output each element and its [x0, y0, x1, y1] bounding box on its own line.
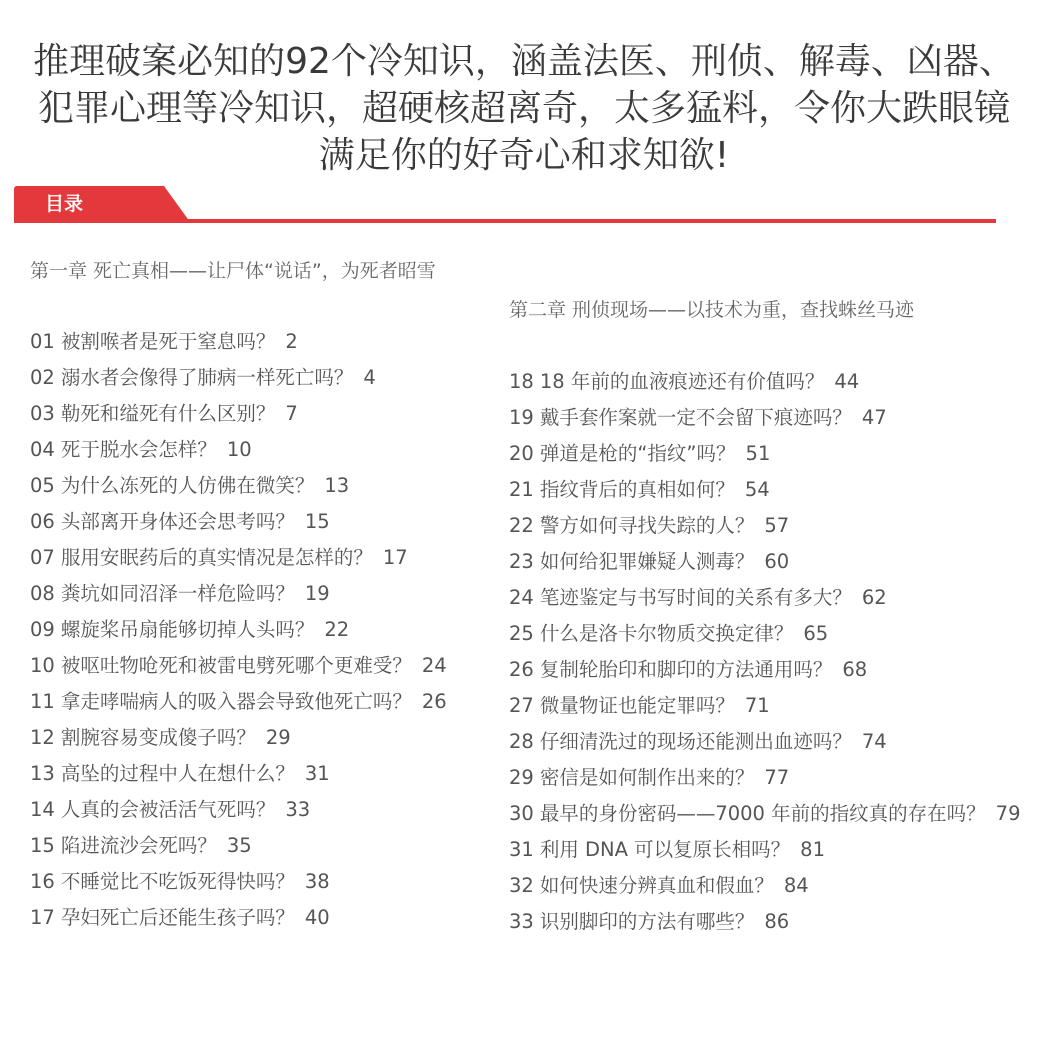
toc-item[interactable]	[30, 360, 447, 396]
toc-item-page: 74	[861, 730, 887, 753]
toc-item[interactable]	[30, 648, 447, 684]
toc-item-page: 51	[745, 442, 771, 465]
toc-item[interactable]	[30, 576, 447, 612]
toc-item-page: 65	[803, 622, 829, 645]
chapter-2-title: 第二章 刑侦现场——以技术为重，查找蛛丝马迹	[509, 299, 915, 321]
toc-item-number: 19	[509, 406, 534, 429]
toc-item-number: 17	[30, 906, 55, 929]
toc-item-page: 40	[304, 906, 330, 929]
toc-item-title: 戴手套作案就一定不会留下痕迹吗？	[539, 406, 852, 429]
toc-item-title: 高坠的过程中人在想什么？	[60, 762, 295, 785]
toc-item-number: 12	[30, 726, 55, 749]
toc-item[interactable]	[30, 432, 447, 468]
toc-item-title: 最早的身份密码——7000 年前的指纹真的存在吗？	[539, 802, 986, 825]
toc-item-number: 25	[509, 622, 534, 645]
toc-item[interactable]	[509, 472, 1020, 508]
toc-item[interactable]	[509, 508, 1020, 544]
toc-item-title: 孕妇死亡后还能生孩子吗？	[60, 906, 295, 929]
toc-item-title: 如何快速分辨真血和假血？	[539, 874, 774, 897]
toc-item-page: 84	[783, 874, 809, 897]
toc-item-page: 44	[834, 370, 860, 393]
toc-item-number: 16	[30, 870, 55, 893]
toc-item[interactable]	[30, 468, 447, 504]
toc-item-number: 20	[509, 442, 534, 465]
toc-item-page: 60	[764, 550, 790, 573]
toc-item-title: 溺水者会像得了肺病一样死亡吗？	[60, 366, 354, 389]
toc-item-number: 18	[509, 370, 534, 393]
toc-item-page: 54	[744, 478, 770, 501]
toc-item-page: 79	[995, 802, 1021, 825]
toc-item-number: 27	[509, 694, 534, 717]
toc-item-title: 粪坑如同沼泽一样危险吗？	[60, 582, 295, 605]
toc-item-number: 10	[30, 654, 55, 677]
toc-item[interactable]	[509, 904, 1020, 940]
toc-item-page: 4	[363, 366, 376, 389]
toc-item-number: 09	[30, 618, 55, 641]
toc-item-page: 81	[800, 838, 825, 861]
toc-item-number: 32	[509, 874, 534, 897]
chapter-1-list	[30, 324, 447, 936]
toc-item[interactable]	[30, 684, 447, 720]
headline-line-1: 推理破案必知的92个冷知识，涵盖法医、刑侦、解毒、凶器、	[33, 41, 1015, 82]
toc-item-number: 28	[509, 730, 534, 753]
toc-item-title: 如何给犯罪嫌疑人测毒？	[539, 550, 755, 573]
toc-item-title: 拿走哮喘病人的吸入器会导致他死亡吗？	[60, 690, 412, 713]
toc-item-page: 15	[304, 510, 330, 533]
toc-item-title: 螺旋桨吊扇能够切掉人头吗？	[60, 618, 315, 641]
toc-item-number: 05	[30, 474, 55, 497]
toc-item[interactable]	[509, 436, 1020, 472]
toc-label: 目录	[45, 193, 84, 215]
toc-item[interactable]	[509, 400, 1020, 436]
toc-item-title: 割腕容易变成傻子吗？	[60, 726, 256, 749]
toc-item[interactable]	[30, 756, 447, 792]
toc-item[interactable]	[509, 796, 1020, 832]
toc-item-number: 23	[509, 550, 534, 573]
toc-item-number: 02	[30, 366, 55, 389]
toc-item[interactable]	[30, 828, 447, 864]
toc-item-number: 31	[509, 838, 534, 861]
toc-item-number: 33	[509, 910, 534, 933]
toc-item-title: 微量物证也能定罪吗？	[539, 694, 735, 717]
toc-item-title: 利用 DNA 可以复原长相吗？	[539, 838, 791, 861]
toc-item[interactable]	[30, 504, 447, 540]
toc-item-number: 13	[30, 762, 55, 785]
toc-item-title: 警方如何寻找失踪的人？	[539, 514, 755, 537]
toc-item-title: 死于脱水会怎样？	[60, 438, 217, 461]
toc-item-page: 13	[324, 474, 350, 497]
toc-item-page: 33	[285, 798, 311, 821]
toc-item-page: 10	[226, 438, 252, 461]
toc-item-title: 18 年前的血液痕迹还有价值吗？	[539, 370, 825, 393]
page-headline	[0, 38, 1048, 179]
toc-item[interactable]	[509, 724, 1020, 760]
toc-item[interactable]	[509, 688, 1020, 724]
toc-item-title: 弹道是枪的“指纹”吗？	[539, 442, 736, 465]
toc-item-number: 01	[30, 330, 55, 353]
toc-item-title: 笔迹鉴定与书写时间的关系有多大？	[539, 586, 852, 609]
toc-item-title: 什么是洛卡尔物质交换定律？	[539, 622, 794, 645]
toc-item[interactable]	[30, 396, 447, 432]
toc-item-title: 不睡觉比不吃饭死得快吗？	[60, 870, 295, 893]
toc-item-title: 被割喉者是死于窒息吗？	[60, 330, 276, 353]
chapter-1-title: 第一章 死亡真相——让尸体“说话”，为死者昭雪	[30, 260, 436, 282]
toc-item-page: 71	[744, 694, 770, 717]
toc-item-page: 24	[421, 654, 447, 677]
toc-item[interactable]	[30, 864, 447, 900]
toc-item-title: 被呕吐物呛死和被雷电劈死哪个更难受？	[60, 654, 412, 677]
toc-item[interactable]	[30, 720, 447, 756]
toc-item-page: 38	[304, 870, 330, 893]
toc-item-title: 密信是如何制作出来的？	[539, 766, 755, 789]
toc-item-page: 68	[842, 658, 868, 681]
toc-item[interactable]	[509, 868, 1020, 904]
toc-item-title: 指纹背后的真相如何？	[539, 478, 735, 501]
headline-line-2: 犯罪心理等冷知识，超硬核超离奇，太多猛料，令你大跌眼镜	[37, 88, 1010, 129]
toc-item-title: 勒死和缢死有什么区别？	[60, 402, 276, 425]
toc-item-number: 21	[509, 478, 534, 501]
toc-item-page: 35	[226, 834, 252, 857]
toc-item[interactable]	[30, 612, 447, 648]
toc-item-title: 陷进流沙会死吗？	[60, 834, 217, 857]
toc-item-number: 08	[30, 582, 55, 605]
toc-item[interactable]	[509, 364, 1020, 400]
toc-banner	[14, 186, 996, 226]
toc-item-title: 头部离开身体还会思考吗？	[60, 510, 295, 533]
toc-item[interactable]	[509, 580, 1020, 616]
toc-item-number: 14	[30, 798, 55, 821]
toc-item[interactable]	[30, 900, 447, 936]
toc-item-number: 07	[30, 546, 55, 569]
toc-item-number: 04	[30, 438, 55, 461]
toc-item[interactable]	[509, 652, 1020, 688]
toc-item-page: 22	[324, 618, 350, 641]
toc-tab	[14, 186, 190, 222]
toc-item-title: 人真的会被活活气死吗？	[60, 798, 276, 821]
toc-item-page: 62	[861, 586, 887, 609]
toc-item-page: 31	[304, 762, 330, 785]
headline-line-3: 满足你的好奇心和求知欲!	[318, 135, 730, 176]
toc-item-number: 22	[509, 514, 534, 537]
toc-item-page: 77	[764, 766, 790, 789]
toc-item[interactable]	[509, 760, 1020, 796]
toc-item[interactable]	[30, 324, 447, 360]
toc-item-page: 57	[764, 514, 790, 537]
toc-item-number: 24	[509, 586, 534, 609]
toc-item[interactable]	[30, 792, 447, 828]
toc-item-page: 7	[285, 402, 298, 425]
toc-item-title: 仔细清洗过的现场还能测出血迹吗？	[539, 730, 852, 753]
toc-item-number: 11	[30, 690, 55, 713]
toc-item-page: 2	[285, 330, 298, 353]
toc-item-number: 29	[509, 766, 534, 789]
toc-item-number: 15	[30, 834, 55, 857]
toc-item-page: 47	[861, 406, 887, 429]
toc-item[interactable]	[509, 544, 1020, 580]
toc-item-number: 03	[30, 402, 55, 425]
toc-item-page: 17	[382, 546, 408, 569]
toc-item[interactable]	[509, 616, 1020, 652]
toc-item-page: 29	[265, 726, 291, 749]
chapter-2-list	[509, 364, 1020, 940]
toc-item-title: 识别脚印的方法有哪些？	[539, 910, 755, 933]
toc-item-title: 服用安眠药后的真实情况是怎样的？	[60, 546, 373, 569]
toc-item-page: 19	[304, 582, 330, 605]
toc-item-page: 26	[421, 690, 447, 713]
toc-item-number: 26	[509, 658, 534, 681]
toc-item-title: 复制轮胎印和脚印的方法通用吗？	[539, 658, 833, 681]
toc-item-title: 为什么冻死的人仿佛在微笑？	[60, 474, 315, 497]
toc-item-number: 06	[30, 510, 55, 533]
toc-item[interactable]	[30, 540, 447, 576]
toc-item-page: 86	[764, 910, 790, 933]
toc-item-number: 30	[509, 802, 534, 825]
toc-item[interactable]	[509, 832, 1020, 868]
